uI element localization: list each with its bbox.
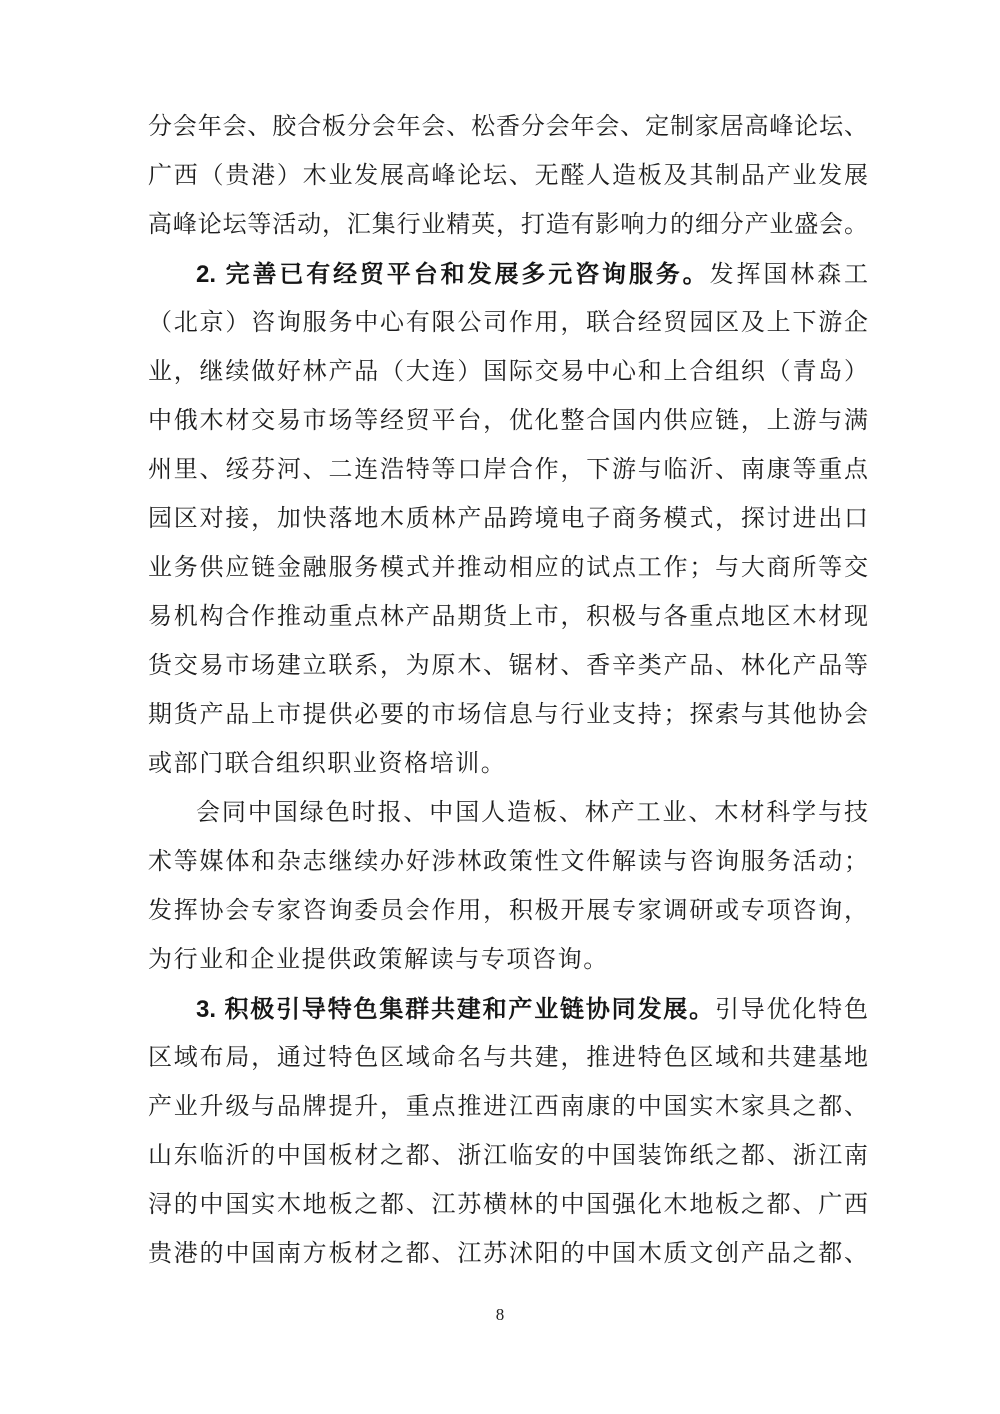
text-line: 山东临沂的中国板材之都、浙江临安的中国装饰纸之都、浙江南 bbox=[148, 1143, 868, 1169]
text-line: 中俄木材交易市场等经贸平台，优化整合国内供应链，上游与满 bbox=[148, 408, 868, 434]
text-line: 州里、绥芬河、二连浩特等口岸合作，下游与临沂、南康等重点 bbox=[148, 457, 868, 483]
paragraph-end-line: 为行业和企业提供政策解读与专项咨询。 bbox=[148, 947, 609, 973]
text-line: 产业升级与品牌提升，重点推进江西南康的中国实木家具之都、 bbox=[148, 1094, 868, 1120]
paragraph-end-line: 或部门联合组织职业资格培训。 bbox=[148, 751, 507, 777]
text-block bbox=[148, 103, 868, 1279]
text-line: 浔的中国实木地板之都、江苏横林的中国强化木地板之都、广西 bbox=[148, 1192, 868, 1218]
text-run: 引导优化特色 bbox=[714, 997, 868, 1023]
section-3-heading: 3. 积极引导特色集群共建和产业链协同发展。 bbox=[196, 996, 715, 1023]
section-2-heading: 2. 完善已有经贸平台和发展多元咨询服务。 bbox=[196, 261, 710, 288]
text-line: 发挥协会专家咨询委员会作用，积极开展专家调研或专项咨询， bbox=[148, 898, 868, 924]
text-line: 业务供应链金融服务模式并推动相应的试点工作；与大商所等交 bbox=[148, 555, 868, 581]
text-line: 期货产品上市提供必要的市场信息与行业支持；探索与其他协会 bbox=[148, 702, 868, 728]
text-line: 园区对接，加快落地木质林产品跨境电子商务模式，探讨进出口 bbox=[148, 506, 868, 532]
section-3-heading-line bbox=[148, 985, 868, 1034]
text-line: 术等媒体和杂志继续办好涉林政策性文件解读与咨询服务活动； bbox=[148, 849, 868, 875]
text-line: 贵港的中国南方板材之都、江苏沭阳的中国木质文创产品之都、 bbox=[148, 1241, 868, 1267]
text-line: 货交易市场建立联系，为原木、锯材、香辛类产品、林化产品等 bbox=[148, 653, 868, 679]
text-line: 高峰论坛等活动，汇集行业精英，打造有影响力的细分产业盛会。 bbox=[148, 212, 868, 238]
text-line: 分会年会、胶合板分会年会、松香分会年会、定制家居高峰论坛、 bbox=[148, 114, 868, 140]
section-2-heading-line bbox=[148, 250, 868, 299]
text-line: 易机构合作推动重点林产品期货上市，积极与各重点地区木材现 bbox=[148, 604, 868, 630]
text-run: 发挥国林森工 bbox=[709, 262, 869, 288]
text-line: （北京）咨询服务中心有限公司作用，联合经贸园区及上下游企 bbox=[148, 310, 868, 336]
page-number: 8 bbox=[495, 1305, 505, 1324]
text-line: 广西（贵港）木业发展高峰论坛、无醛人造板及其制品产业发展 bbox=[148, 163, 868, 189]
paragraph-start-line: 会同中国绿色时报、中国人造板、林产工业、木材科学与技 bbox=[196, 800, 868, 826]
text-line: 区域布局，通过特色区域命名与共建，推进特色区域和共建基地 bbox=[148, 1045, 868, 1071]
text-line: 业，继续做好林产品（大连）国际交易中心和上合组织（青岛） bbox=[148, 359, 868, 385]
